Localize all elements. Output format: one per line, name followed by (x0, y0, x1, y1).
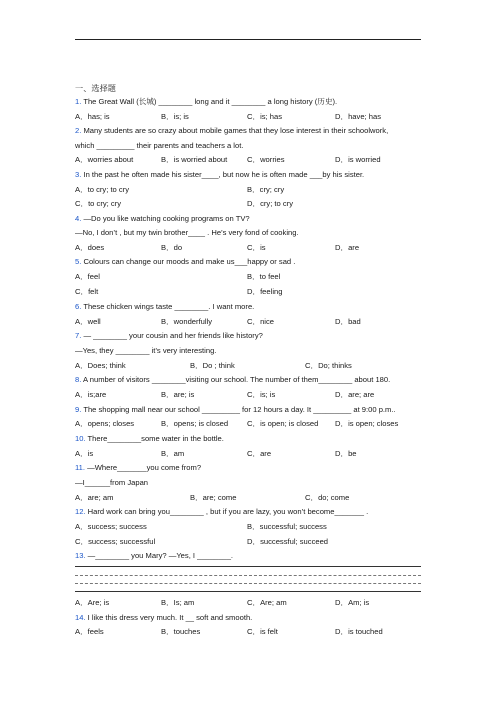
question-text: —________ you Mary? —Yes, I ________. (85, 551, 234, 560)
question-number: 8. (75, 375, 82, 384)
option-b[interactable]: B．Do ; think (190, 361, 235, 370)
option-b[interactable]: B．is worried about (161, 155, 228, 164)
question-stem (75, 507, 368, 517)
option-b[interactable]: B．to feel (247, 272, 281, 281)
question-number: 9. (75, 405, 82, 414)
option-d[interactable]: D．is worried (335, 155, 381, 164)
question-text: Hard work can bring you________ , but if you are lazy, you won’t become_______ . (85, 507, 369, 516)
option-d[interactable]: D．is touched (335, 627, 383, 636)
option-d[interactable]: D．is open; closes (335, 419, 399, 428)
question-text-continued: —Yes, they ________ it’s very interesting. (75, 346, 217, 355)
question-text: Many students are so crazy about mobile games that they lose interest in their schoolwork, (81, 126, 389, 135)
question-stem (75, 302, 254, 312)
option-a[interactable]: A．is (75, 449, 94, 458)
option-b[interactable]: B．are; is (161, 390, 195, 399)
option-d[interactable]: D．be (335, 449, 357, 458)
question-number: 6. (75, 302, 82, 311)
question-number: 14. (75, 613, 86, 622)
option-a[interactable]: A．has; is (75, 112, 110, 121)
question-stem (75, 613, 252, 623)
option-c[interactable]: C．Are; am (247, 598, 287, 607)
option-d[interactable]: D．cry; to cry (247, 199, 293, 208)
option-b[interactable]: B．are; come (190, 493, 237, 502)
question-stem (75, 257, 295, 267)
question-number: 11. (75, 463, 85, 472)
option-c[interactable]: C．is (247, 243, 266, 252)
question-text: These chicken wings taste ________. I want more. (81, 302, 255, 311)
question-stem (75, 331, 263, 341)
dashed-separator (75, 583, 421, 584)
option-a[interactable]: A．are; am (75, 493, 114, 502)
section-title: 一、选择题 (75, 83, 116, 93)
option-a[interactable]: A．success; success (75, 522, 147, 531)
option-d[interactable]: D．bad (335, 317, 361, 326)
question-text: I like this dress very much. It __ soft and smooth. (85, 613, 253, 622)
option-b[interactable]: B．Is; am (161, 598, 195, 607)
question-stem (75, 375, 390, 385)
question-text: — ________ your cousin and her friends like history? (81, 331, 263, 340)
question-text: —Do you like watching cooking programs on TV? (81, 214, 250, 223)
question-text: Colours can change our moods and make us___happy or sad . (81, 257, 296, 266)
question-stem (75, 434, 224, 444)
question-text: In the past he often made his sister____, but now he is often made ___by his sister. (81, 170, 365, 179)
option-a[interactable]: A．opens; closes (75, 419, 135, 428)
separator-line (75, 566, 421, 567)
option-d[interactable]: D．have; has (335, 112, 382, 121)
question-number: 7. (75, 331, 82, 340)
option-b[interactable]: B．successful; success (247, 522, 327, 531)
option-a[interactable]: A．Does; think (75, 361, 126, 370)
option-c[interactable]: C．success; successful (75, 537, 156, 546)
option-c[interactable]: C．felt (75, 287, 99, 296)
option-a[interactable]: A．feels (75, 627, 104, 636)
option-c[interactable]: C．is; has (247, 112, 283, 121)
header-rule (75, 39, 421, 40)
question-number: 2. (75, 126, 82, 135)
question-text: The shopping mall near our school _________ for 12 hours a day. It _________ at 9:00 p.m.. (81, 405, 396, 414)
option-d[interactable]: D．successful; succeed (247, 537, 329, 546)
option-c[interactable]: C．nice (247, 317, 275, 326)
question-stem (75, 463, 201, 473)
option-a[interactable]: A．to cry; to cry (75, 185, 130, 194)
question-text: A number of visitors ________visiting our school. The number of them________ about 180. (81, 375, 391, 384)
option-a[interactable]: A．worries about (75, 155, 134, 164)
option-a[interactable]: A．well (75, 317, 101, 326)
option-a[interactable]: A．does (75, 243, 105, 252)
option-b[interactable]: B．am (161, 449, 185, 458)
question-stem (75, 126, 388, 136)
option-a[interactable]: A．is;are (75, 390, 107, 399)
option-d[interactable]: D．are; are (335, 390, 375, 399)
option-c[interactable]: C．Do; thinks (305, 361, 352, 370)
option-d[interactable]: D．are (335, 243, 360, 252)
option-c[interactable]: C．do; come (305, 493, 350, 502)
option-c[interactable]: C．are (247, 449, 272, 458)
question-stem (75, 170, 364, 180)
option-b[interactable]: B．opens; is closed (161, 419, 229, 428)
option-c[interactable]: C．worries (247, 155, 285, 164)
option-d[interactable]: D．Am; is (335, 598, 370, 607)
dashed-separator (75, 575, 421, 576)
option-d[interactable]: D．feeling (247, 287, 283, 296)
option-b[interactable]: B．touches (161, 627, 201, 636)
question-number: 4. (75, 214, 82, 223)
question-stem (75, 97, 337, 107)
question-text: —Where_______you come from? (85, 463, 202, 472)
question-text-continued: —I______from Japan (75, 478, 149, 487)
question-stem (75, 405, 396, 415)
question-text: There________some water in the bottle. (85, 434, 224, 443)
question-stem (75, 551, 233, 561)
option-b[interactable]: B．cry; cry (247, 185, 285, 194)
question-number: 3. (75, 170, 82, 179)
option-b[interactable]: B．do (161, 243, 183, 252)
option-b[interactable]: B．wonderfully (161, 317, 213, 326)
question-number: 12. (75, 507, 86, 516)
option-a[interactable]: A．Are; is (75, 598, 110, 607)
question-text-continued: —No, I don’t , but my twin brother____ . He’s very fond of cooking. (75, 228, 299, 237)
question-number: 13. (75, 551, 86, 560)
question-text: The Great Wall (长城) ________ long and it ________ a long history (历史). (81, 97, 338, 106)
option-c[interactable]: C．is open; is closed (247, 419, 319, 428)
option-c[interactable]: C．is; is (247, 390, 276, 399)
option-a[interactable]: A．feel (75, 272, 100, 281)
separator-line (75, 591, 421, 592)
option-b[interactable]: B．is; is (161, 112, 189, 121)
question-text-continued: which _________ their parents and teachers a lot. (75, 141, 244, 150)
question-number: 1. (75, 97, 82, 106)
option-c[interactable]: C．to cry; cry (75, 199, 121, 208)
question-number: 10. (75, 434, 86, 443)
question-number: 5. (75, 257, 82, 266)
question-stem (75, 214, 250, 224)
option-c[interactable]: C．is felt (247, 627, 278, 636)
